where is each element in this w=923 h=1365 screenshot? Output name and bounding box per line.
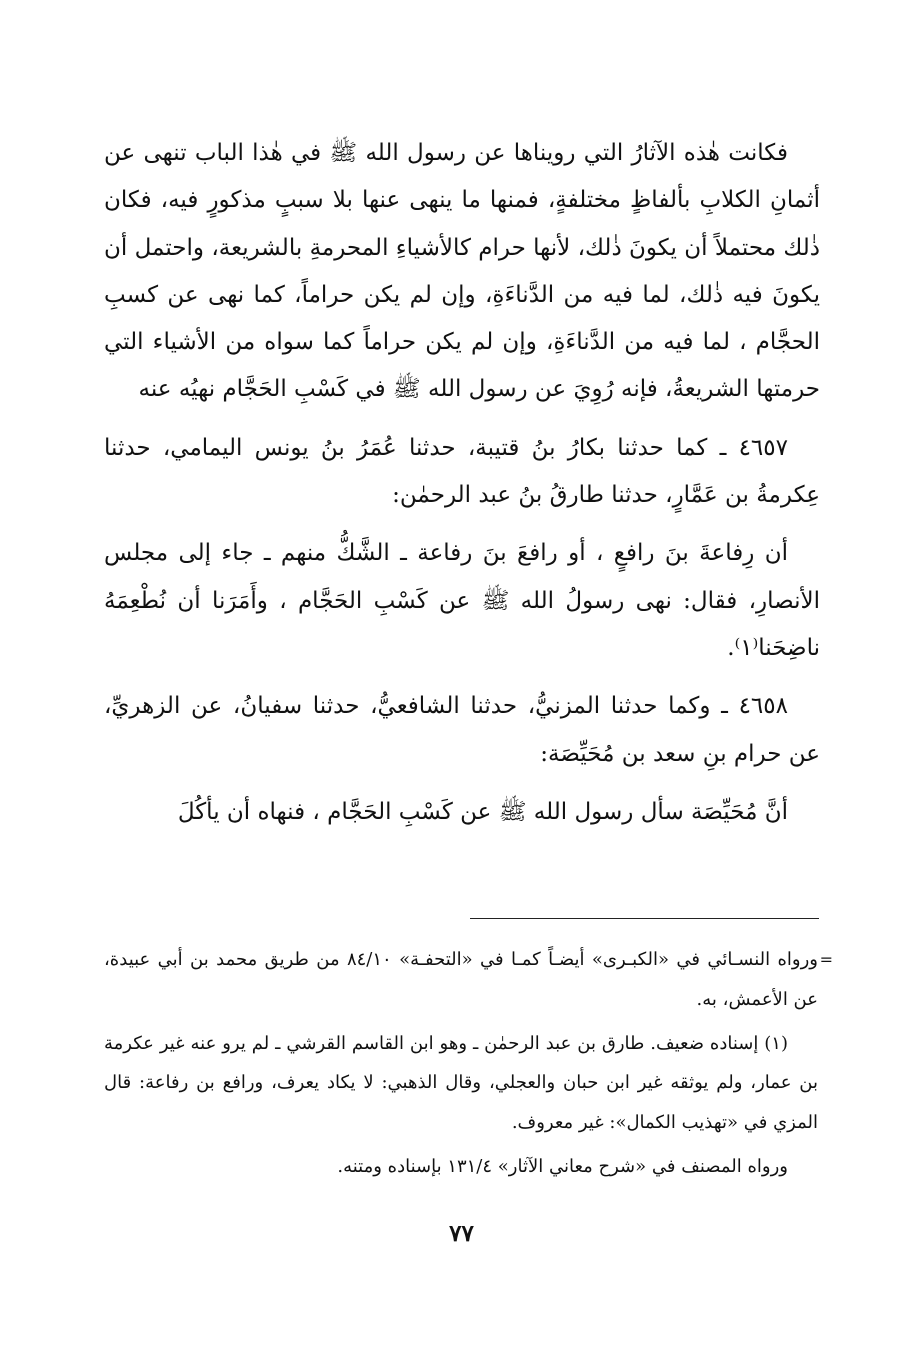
main-text xyxy=(104,130,820,836)
footnote-continuation-text: ورواه النسـائي في «الكبـرى» أيضـاً كمـا في «التحفـة» ٨٤/١٠ من طريق محمد بن أبي عبيدة، عن الأعمش، به. xyxy=(104,949,819,1010)
hadith-4657-matn: أن رِفاعةَ بنَ رافعٍ ، أو رافعَ بنَ رفاعة ـ الشَّكُّ منهم ـ جاء إلى مجلس الأنصارِ، فقال: نهى رسولُ الله ﷺ عن كَسْبِ الحَجَّام ، وأَمَرَنا أن نُطْعِمَهُ ناضِحَنا⁽١⁾. xyxy=(104,540,820,661)
footnote-continuation xyxy=(104,940,833,1020)
page-number: ٧٧ xyxy=(449,1220,474,1247)
hadith-4657-isnad: ٤٦٥٧ ـ كما حدثنا بكارُ بنُ قتيبة، حدثنا عُمَرُ بنُ يونس اليمامي، حدثنا عِكرمةُ بن عَمَّارٍ، حدثنا طارقُ بنُ عبد الرحمٰن: xyxy=(104,434,820,509)
body-paragraph: فكانت هٰذه الآثارُ التي رويناها عن رسول الله ﷺ في هٰذا الباب تنهى عن أثمانِ الكلابِ بألفاظٍ مختلفةٍ، فمنها ما ينهى عنها بلا سببٍ مذكورٍ فيه، فكان ذٰلك محتملاً أن يكونَ ذٰلك، لأنها حرام كالأشياءِ المحرمةِ بالشريعة، واحتمل أن يكونَ فيه ذٰلك، لما فيه من الدَّناءَةِ، وإن لم يكن حراماً، كما نهى عن كسبِ الحجَّام ، لما فيه من الدَّناءَةِ، وإن لم يكن حراماً كما سواه من الأشياء التي حرمتها الشريعةُ، فإنه رُوِيَ عن رسول الله ﷺ في كَسْبِ الحَجَّام نهيُه عنه xyxy=(104,140,821,403)
hadith-4658-isnad: ٤٦٥٨ ـ وكما حدثنا المزنيُّ، حدثنا الشافعيُّ، حدثنا سفيانُ، عن الزهريِّ، عن حرام بنِ سعد بن مُحَيِّصَة: xyxy=(104,693,820,767)
footnote-1-source: ورواه المصنف في «شرح معاني الآثار» ١٣١/٤ بإسناده ومتنه. xyxy=(337,1155,788,1177)
continuation-marker: = xyxy=(819,950,833,969)
footnotes xyxy=(104,940,833,1187)
hadith-4658-matn: أنَّ مُحَيِّصَة سأل رسول الله ﷺ عن كَسْبِ الحَجَّام ، فنهاه أن يأكُلَ xyxy=(177,798,788,825)
footnote-1: (١) إسناده ضعيف. طارق بن عبد الرحمٰن ـ وهو ابن القاسم القرشي ـ لم يرو عنه غير عكرمة بن عمار، ولم يوثقه غير ابن حبان والعجلي، وقال الذهبي: لا يكاد يعرف، ورافع بن رفاعة: قال المزي في «تهذيب الكمال»: غير معروف. xyxy=(104,1032,818,1134)
footnote-separator xyxy=(470,918,819,919)
